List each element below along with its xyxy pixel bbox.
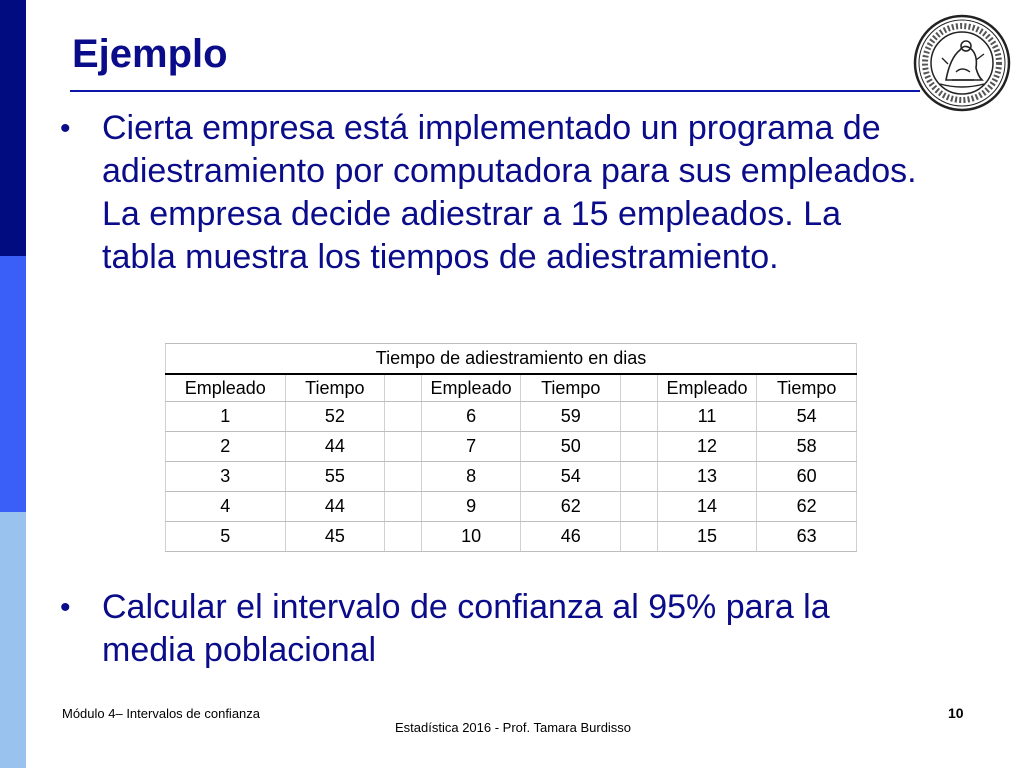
column-gap (621, 402, 658, 432)
column-gap (621, 462, 658, 492)
bullet-symbol: • (60, 112, 71, 145)
table-cell: 55 (285, 462, 385, 492)
table-cell: 7 (421, 432, 521, 462)
column-gap (385, 492, 422, 522)
table-cell: 9 (421, 492, 521, 522)
bullet-text: Calcular el intervalo de confianza al 95% para la media poblacional (102, 588, 830, 669)
table-cell: 63 (757, 522, 857, 552)
table-cell: 2 (166, 432, 286, 462)
sidebar-band-light (0, 512, 26, 768)
sidebar-band-dark (0, 0, 26, 256)
column-header: Empleado (166, 374, 286, 402)
bullet-symbol: • (60, 591, 71, 624)
table-cell: 5 (166, 522, 286, 552)
table-cell: 10 (421, 522, 521, 552)
sidebar-band-mid (0, 256, 26, 512)
table-cell: 11 (657, 402, 757, 432)
table-row (166, 432, 857, 462)
column-gap (385, 522, 422, 552)
bullet-item-intro (60, 107, 960, 279)
training-time-table (165, 343, 857, 552)
column-header: Empleado (657, 374, 757, 402)
column-gap (621, 432, 658, 462)
slide-title: Ejemplo (72, 32, 228, 76)
table-cell: 46 (521, 522, 621, 552)
column-gap (385, 462, 422, 492)
table-cell: 59 (521, 402, 621, 432)
table-row (166, 522, 857, 552)
column-gap (621, 522, 658, 552)
column-gap (621, 492, 658, 522)
footer-course: Estadística 2016 - Prof. Tamara Burdisso (395, 720, 632, 735)
table-cell: 14 (657, 492, 757, 522)
table-cell: 1 (166, 402, 286, 432)
bullet-item-task (60, 586, 960, 672)
table-cell: 15 (657, 522, 757, 552)
footer-module: Módulo 4– Intervalos de confianza (62, 706, 261, 721)
table-cell: 50 (521, 432, 621, 462)
university-seal-logo (912, 14, 1012, 112)
page-number: 10 (948, 705, 964, 721)
table-row (166, 492, 857, 522)
column-header: Tiempo (285, 374, 385, 402)
title-underline (70, 90, 920, 92)
column-header: Tiempo (757, 374, 857, 402)
table-cell: 54 (521, 462, 621, 492)
table-cell: 13 (657, 462, 757, 492)
column-gap (621, 374, 658, 402)
column-gap (385, 402, 422, 432)
column-header: Empleado (421, 374, 521, 402)
table-cell: 54 (757, 402, 857, 432)
column-header: Tiempo (521, 374, 621, 402)
table-caption: Tiempo de adiestramiento en dias (166, 344, 857, 375)
table-cell: 3 (166, 462, 286, 492)
table-header-row (166, 374, 857, 402)
column-gap (385, 432, 422, 462)
table-row (166, 402, 857, 432)
table-cell: 60 (757, 462, 857, 492)
table-cell: 45 (285, 522, 385, 552)
table-cell: 62 (757, 492, 857, 522)
table-row (166, 462, 857, 492)
column-gap (385, 374, 422, 402)
table-cell: 44 (285, 492, 385, 522)
table-cell: 62 (521, 492, 621, 522)
table-cell: 52 (285, 402, 385, 432)
table-cell: 44 (285, 432, 385, 462)
table-cell: 8 (421, 462, 521, 492)
table-cell: 6 (421, 402, 521, 432)
table-cell: 58 (757, 432, 857, 462)
table-cell: 12 (657, 432, 757, 462)
bullet-text: Cierta empresa está implementado un programa de adiestramiento por computadora para sus empleados. La empresa decide adiestrar a 15 empleados. La tabla muestra los tiempos de adiestramiento. (102, 109, 917, 276)
table-cell: 4 (166, 492, 286, 522)
